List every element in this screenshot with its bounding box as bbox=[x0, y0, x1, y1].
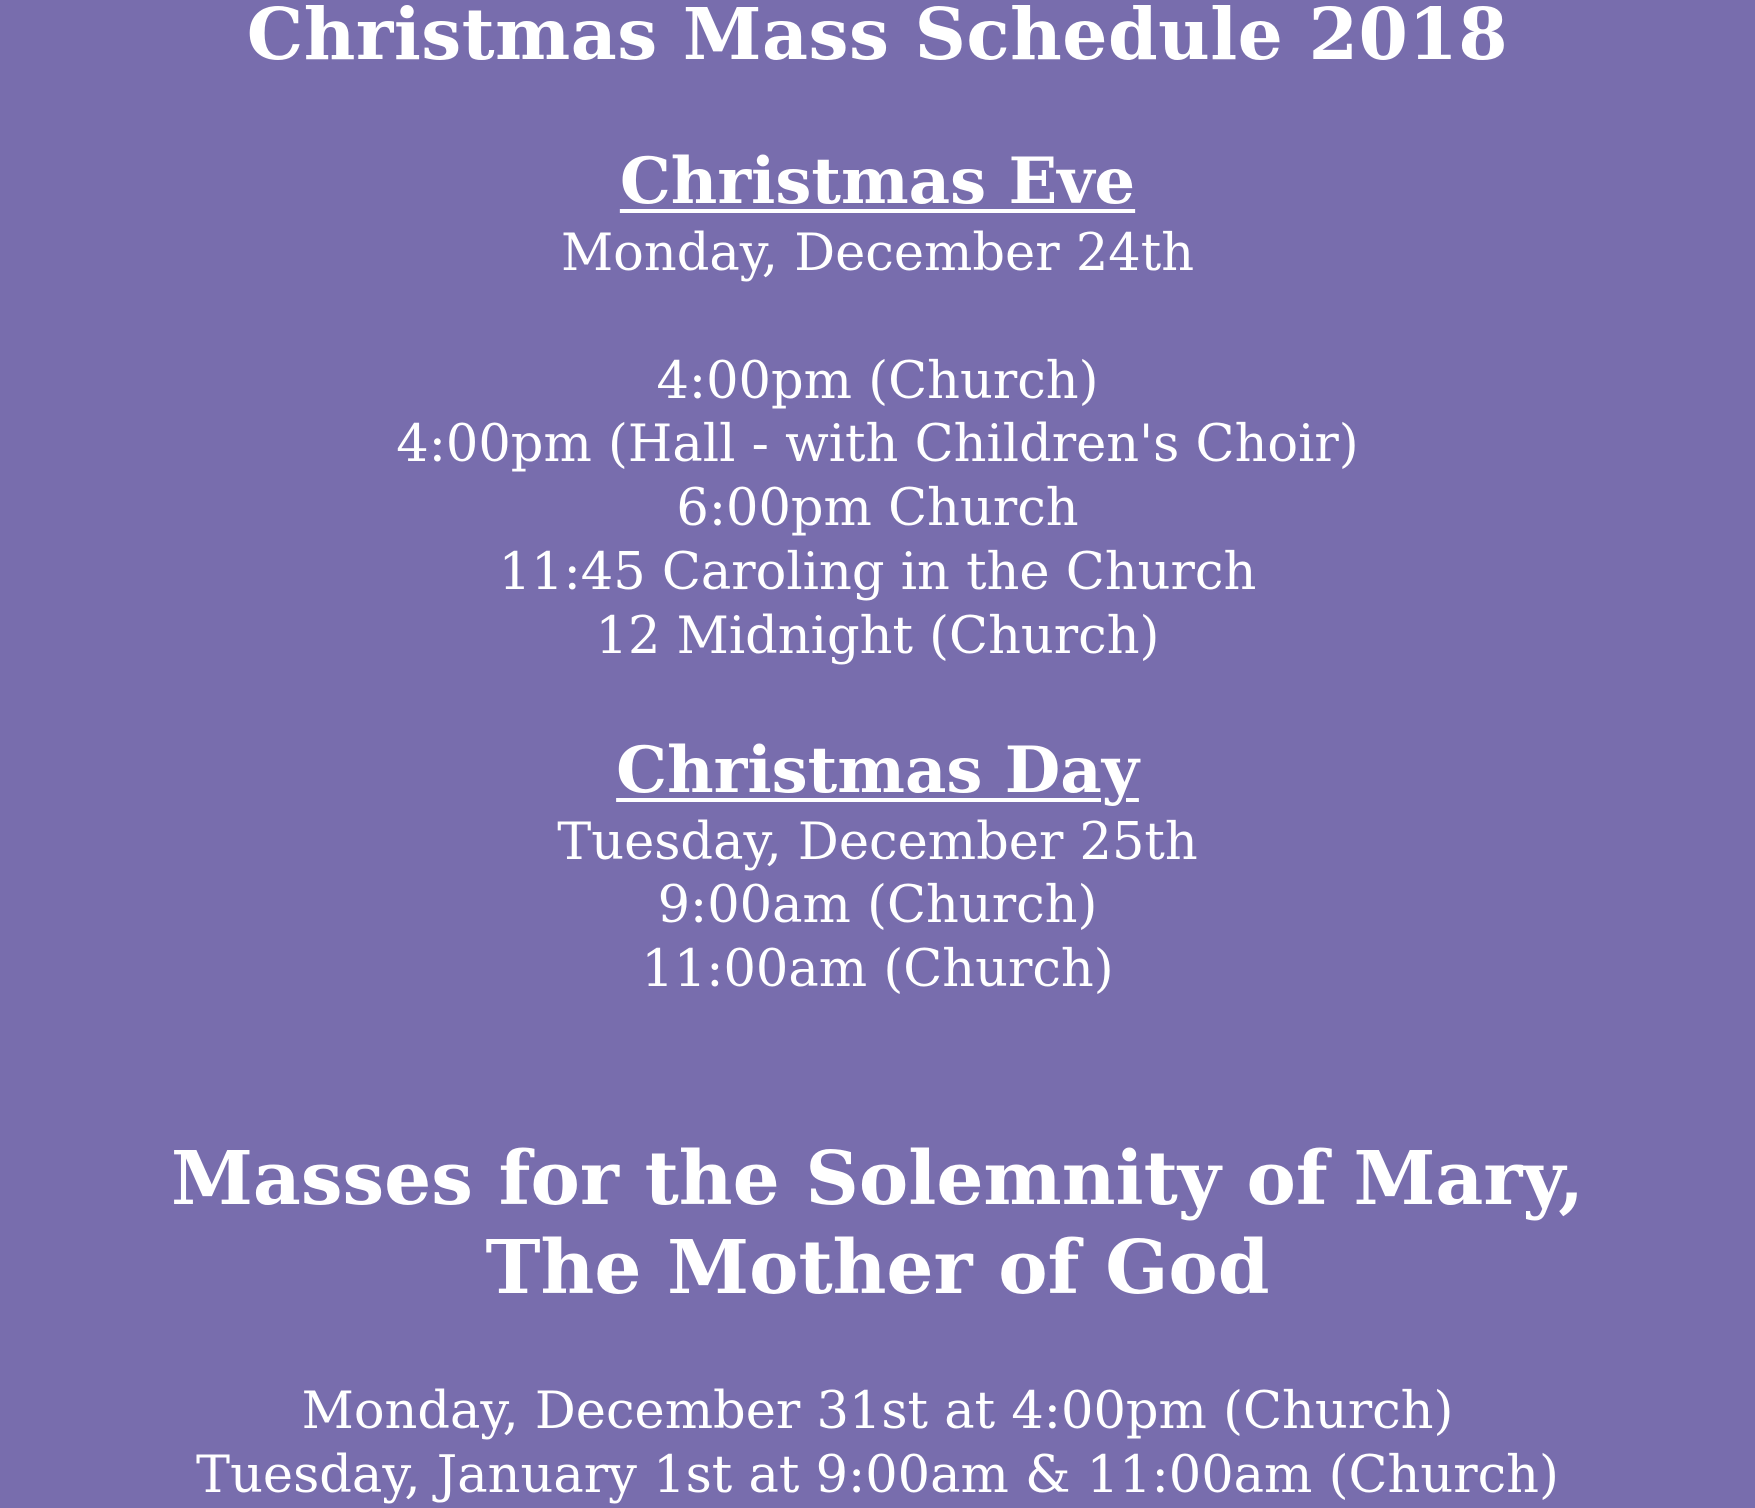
solemnity-time: Tuesday, January 1st at 9:00am & 11:00am (Church) bbox=[196, 1446, 1559, 1505]
christmas-eve-date: Monday, December 24th bbox=[560, 224, 1195, 283]
christmas-eve-time: 4:00pm (Hall - with Children's Choir) bbox=[396, 415, 1359, 474]
solemnity-heading-line2: The Mother of God bbox=[485, 1225, 1270, 1311]
christmas-eve-time: 6:00pm Church bbox=[676, 479, 1079, 538]
solemnity-time: Monday, December 31st at 4:00pm (Church) bbox=[301, 1382, 1454, 1441]
christmas-day-time: 11:00am (Church) bbox=[641, 940, 1114, 999]
christmas-day-date: Tuesday, December 25th bbox=[557, 813, 1198, 872]
solemnity-heading-line1: Masses for the Solemnity of Mary, bbox=[170, 1136, 1585, 1222]
christmas-eve-heading: Christmas Eve bbox=[619, 144, 1136, 219]
page-title: Christmas Mass Schedule 2018 bbox=[246, 0, 1509, 76]
christmas-eve-time: 4:00pm (Church) bbox=[656, 352, 1099, 411]
christmas-day-heading: Christmas Day bbox=[616, 733, 1139, 808]
christmas-eve-time: 11:45 Caroling in the Church bbox=[498, 543, 1257, 602]
christmas-eve-time: 12 Midnight (Church) bbox=[595, 607, 1160, 666]
christmas-day-time: 9:00am (Church) bbox=[657, 876, 1098, 935]
